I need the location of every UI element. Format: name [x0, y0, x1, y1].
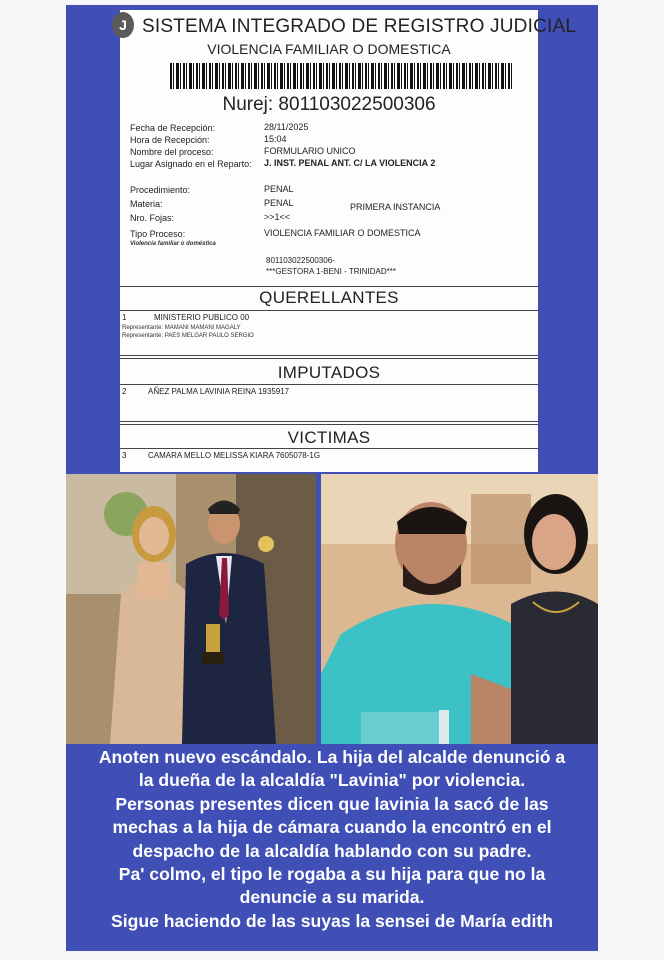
querellantes-heading: QUERELLANTES: [259, 288, 399, 307]
imputados-heading: IMPUTADOS: [277, 363, 381, 382]
code-line: 801103022500306-: [266, 256, 335, 265]
field-label: Tipo Proceso:: [130, 229, 186, 239]
barcode: [170, 63, 512, 89]
field-value: 28/11/2025: [264, 122, 309, 132]
divider: [120, 424, 538, 425]
field-label: Lugar Asignado en el Reparto:: [130, 159, 252, 169]
field-label: Nro. Fojas:: [130, 213, 175, 223]
divider: [120, 358, 538, 359]
divider: [120, 355, 538, 356]
document-subtitle: VIOLENCIA FAMILIAR O DOMESTICA: [207, 41, 451, 57]
caption-line: Personas presentes dicen que lavinia la sacó de las: [115, 793, 549, 814]
querellante-number: 1: [122, 313, 127, 322]
caption-line: la dueña de la alcaldía "Lavinia" por violencia.: [138, 770, 526, 791]
field-value: >>1<<: [264, 212, 291, 222]
meeting-photo: [321, 474, 598, 744]
representante-line: Representante: MAMANI MAMANI MAGALY: [122, 325, 241, 331]
representante-line: Representante: PAES MELGAR PAULO SERGIO: [122, 333, 254, 339]
caption-line: Anoten nuevo escándalo. La hija del alcalde denunció a: [98, 747, 566, 767]
caption-text: [66, 746, 598, 951]
field-value: PENAL: [264, 184, 294, 194]
judicial-logo: J: [112, 12, 134, 38]
divider: [120, 310, 538, 311]
divider: [120, 286, 538, 287]
caption-line: denuncie a su marida.: [239, 887, 425, 908]
querellante-name: MINISTERIO PUBLICO 00: [154, 313, 250, 322]
field-label: Nombre del proceso:: [130, 147, 214, 157]
field-value: FORMULARIO UNICO: [264, 146, 356, 156]
gestora-line: ***GESTORA 1-BENI - TRINIDAD***: [266, 267, 396, 276]
nurej-number: Nurej: 801103022500306: [222, 94, 436, 115]
caption-line: Pa' colmo, el tipo le rogaba a su hija para que no la: [118, 864, 546, 885]
victima-name: CAMARA MELLO MELISSA KIARA 7605078-1G: [148, 451, 321, 460]
victima-number: 3: [122, 451, 127, 460]
field-label: Materia:: [130, 199, 163, 209]
field-label: Procedimiento:: [130, 185, 191, 195]
field-label: Hora de Recepción:: [130, 135, 210, 145]
tipo-subtitle: Violencia familiar o doméstica: [130, 241, 216, 247]
caption-line: mechas a la hija de cámara cuando la encontró en el: [112, 817, 552, 838]
divider: [120, 448, 538, 449]
award-event-photo: [66, 474, 316, 744]
imputado-name: AÑEZ PALMA LAVINIA REINA 1935917: [148, 387, 290, 396]
divider: [120, 421, 538, 422]
instance-label: PRIMERA INSTANCIA: [350, 202, 441, 212]
field-value: 15:04: [264, 134, 287, 144]
caption-line: despacho de la alcaldía hablando con su padre.: [132, 840, 532, 861]
caption-line: Sigue haciendo de las suyas la sensei de María edith: [111, 910, 553, 931]
divider: [120, 384, 538, 385]
award-event-illustration: [66, 474, 316, 744]
judicial-document: [119, 10, 577, 472]
field-label: Fecha de Recepción:: [130, 123, 216, 133]
field-value: J. INST. PENAL ANT. C/ LA VIOLENCIA 2: [264, 158, 436, 168]
victimas-heading: VICTIMAS: [287, 428, 371, 447]
document-title: SISTEMA INTEGRADO DE REGISTRO JUDICIAL: [142, 16, 577, 37]
field-value: VIOLENCIA FAMILIAR O DOMESTICA: [264, 228, 421, 238]
meeting-illustration: [321, 474, 598, 744]
field-value: PENAL: [264, 198, 294, 208]
imputado-number: 2: [122, 387, 127, 396]
